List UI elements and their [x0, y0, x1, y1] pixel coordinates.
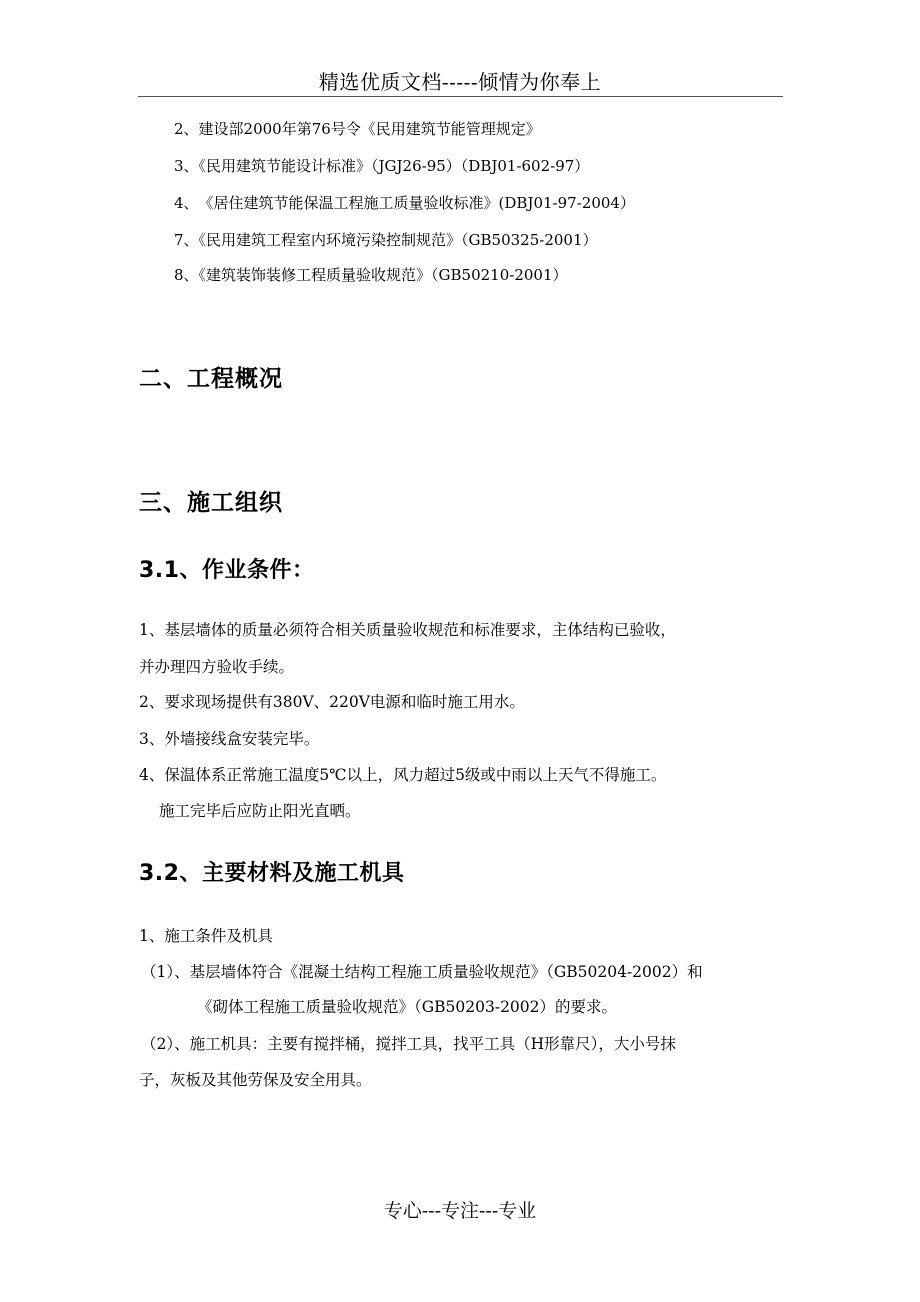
- subsection-heading-materials-and-tools: 3.2、主要材料及施工机具: [139, 861, 405, 886]
- reference-item: 2、建设部2000年第76号令《民用建筑节能管理规定》: [174, 120, 541, 138]
- reference-item: 4、 《居住建筑节能保温工程施工质量验收标准》(DBJ01-97-2004）: [174, 194, 635, 212]
- list-item: 子，灰板及其他劳保及安全用具。: [139, 1071, 372, 1089]
- list-item: 3、外墙接线盒安装完毕。: [139, 730, 320, 748]
- list-item: 1、基层墙体的质量必须符合相关质量验收规范和标准要求，主体结构已验收，: [139, 621, 676, 639]
- section-heading-project-overview: 二、工程概况: [139, 365, 283, 392]
- list-item: （1）、基层墙体符合《混凝土结构工程施工质量验收规范》（GB50204-2002）和: [141, 963, 703, 981]
- page-footer: 专心---专注---专业: [383, 1200, 537, 1222]
- header-divider: [138, 96, 783, 97]
- reference-item: 8、《建筑装饰装修工程质量验收规范》（GB50210-2001）: [174, 266, 568, 284]
- subsection-heading-work-conditions: 3.1、作业条件：: [139, 558, 315, 583]
- reference-item: 7、《民用建筑工程室内环境污染控制规范》（GB50325-2001）: [174, 231, 598, 249]
- section-heading-construction-organization: 三、施工组织: [139, 489, 283, 516]
- list-item: 《砌体工程施工质量验收规范》（GB50203-2002）的要求。: [197, 998, 618, 1016]
- list-item: 2、要求现场提供有380V、220V电源和临时施工用水。: [139, 693, 525, 711]
- page-header: 精选优质文档-----倾情为你奉上: [318, 70, 602, 94]
- list-item: 并办理四方验收手续。: [139, 658, 295, 676]
- list-item: 施工完毕后应防止阳光直晒。: [159, 802, 361, 820]
- list-item: 1、施工条件及机具: [139, 927, 273, 945]
- reference-item: 3、《民用建筑节能设计标准》（JGJ26-95）（DBJ01-602-97）: [174, 157, 590, 175]
- list-item: （2）、施工机具：主要有搅拌桶，搅拌工具，找平工具（H形靠尺），大小号抹: [141, 1035, 676, 1053]
- list-item: 4、保温体系正常施工温度5℃以上，风力超过5级或中雨以上天气不得施工。: [139, 766, 667, 784]
